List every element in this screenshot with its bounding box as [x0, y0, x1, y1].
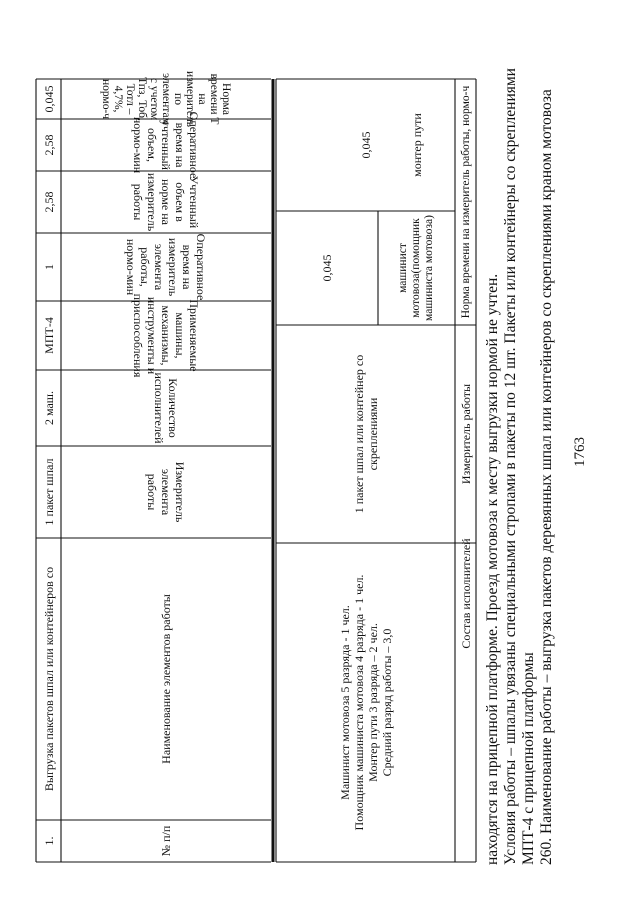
staff-line: Помощник машиниста мотовоза 4 разряда - 1 чел.: [351, 574, 366, 831]
row-1-norm: 0,045: [41, 85, 56, 113]
page-number: 1763: [572, 437, 588, 467]
staff-line: Средний разряд работы – 3,0: [379, 628, 394, 777]
sub-header-driver: машинист мотовоза(помощник машиниста мотовоза): [397, 215, 435, 321]
unit-value: 1 пакет шпал или контейнер со скреплениями: [351, 354, 380, 514]
col-header-num: № п/п: [159, 825, 173, 857]
col-header-count: Количество исполнителей: [152, 372, 180, 444]
norm-header: Норма времени на измеритель работы, нормо-ч: [459, 85, 472, 319]
row-1-num: 1.: [41, 836, 56, 846]
row-1-equipment: МПТ-4: [41, 317, 56, 354]
row-1-op-volume: 2,58: [41, 134, 56, 156]
norm-track-value: 0,045: [358, 131, 373, 159]
col-header-op-time: Оперативное время на измеритель элемента работы, нормо-мин: [124, 233, 208, 301]
norm-driver-value: 0,045: [320, 254, 334, 282]
col-header-op-volume: Оперативное время на учтенный объем, нормо-мин: [131, 111, 201, 179]
row-1-volume: 2,58: [41, 191, 56, 213]
unit-header: Измеритель работы: [458, 383, 473, 485]
heading-line-2: МПТ-4 с прицепной платформы: [520, 652, 537, 865]
heading-line-3: Условия работы – шпалы увязаны специальными стропами в пакеты по 12 шт. Пакеты или контейнеры со скреплениями: [502, 68, 519, 865]
row-1-op-time: 1: [41, 264, 56, 270]
sub-header-track-worker: монтер пути: [409, 113, 424, 177]
staff-header: Состав исполнителей: [458, 538, 473, 649]
heading-line-4: находятся на прицепной платформе. Проезд мотовоза к месту выгрузки нормой не учтен.: [484, 273, 501, 865]
row-1-unit: 1 пакет шпал: [41, 458, 56, 526]
row-1-name: Выгрузка пакетов шпал или контейнеров со: [41, 566, 56, 792]
row-1-count: 2 маш.: [41, 390, 56, 426]
heading-line-1: 260. Наименование работы – выгрузка пакетов деревянных шпал или контейнеров со скреплениями краном мотовоза: [538, 89, 555, 865]
staff-list: [276, 543, 455, 862]
col-header-volume: Учтенный объем в норме на измеритель работы: [131, 172, 201, 232]
col-header-name: Наименование элементов работы: [159, 594, 173, 764]
col-header-equipment: Применяемые машины, механизмы, инструменты и приспособления: [131, 293, 201, 378]
col-header-unit: Измеритель элемента работы: [145, 461, 187, 523]
staff-line: Машинист мотовоза 5 разряда - 1 чел.: [337, 605, 352, 800]
staff-line: Монтер пути 3 разряда – 2 чел.: [365, 623, 380, 782]
col-header-norm: Норма времени Т на измеритель по элементам с учетом Тпз, Тоб, Тотл – 4,7%, нормо-ч: [100, 71, 232, 127]
